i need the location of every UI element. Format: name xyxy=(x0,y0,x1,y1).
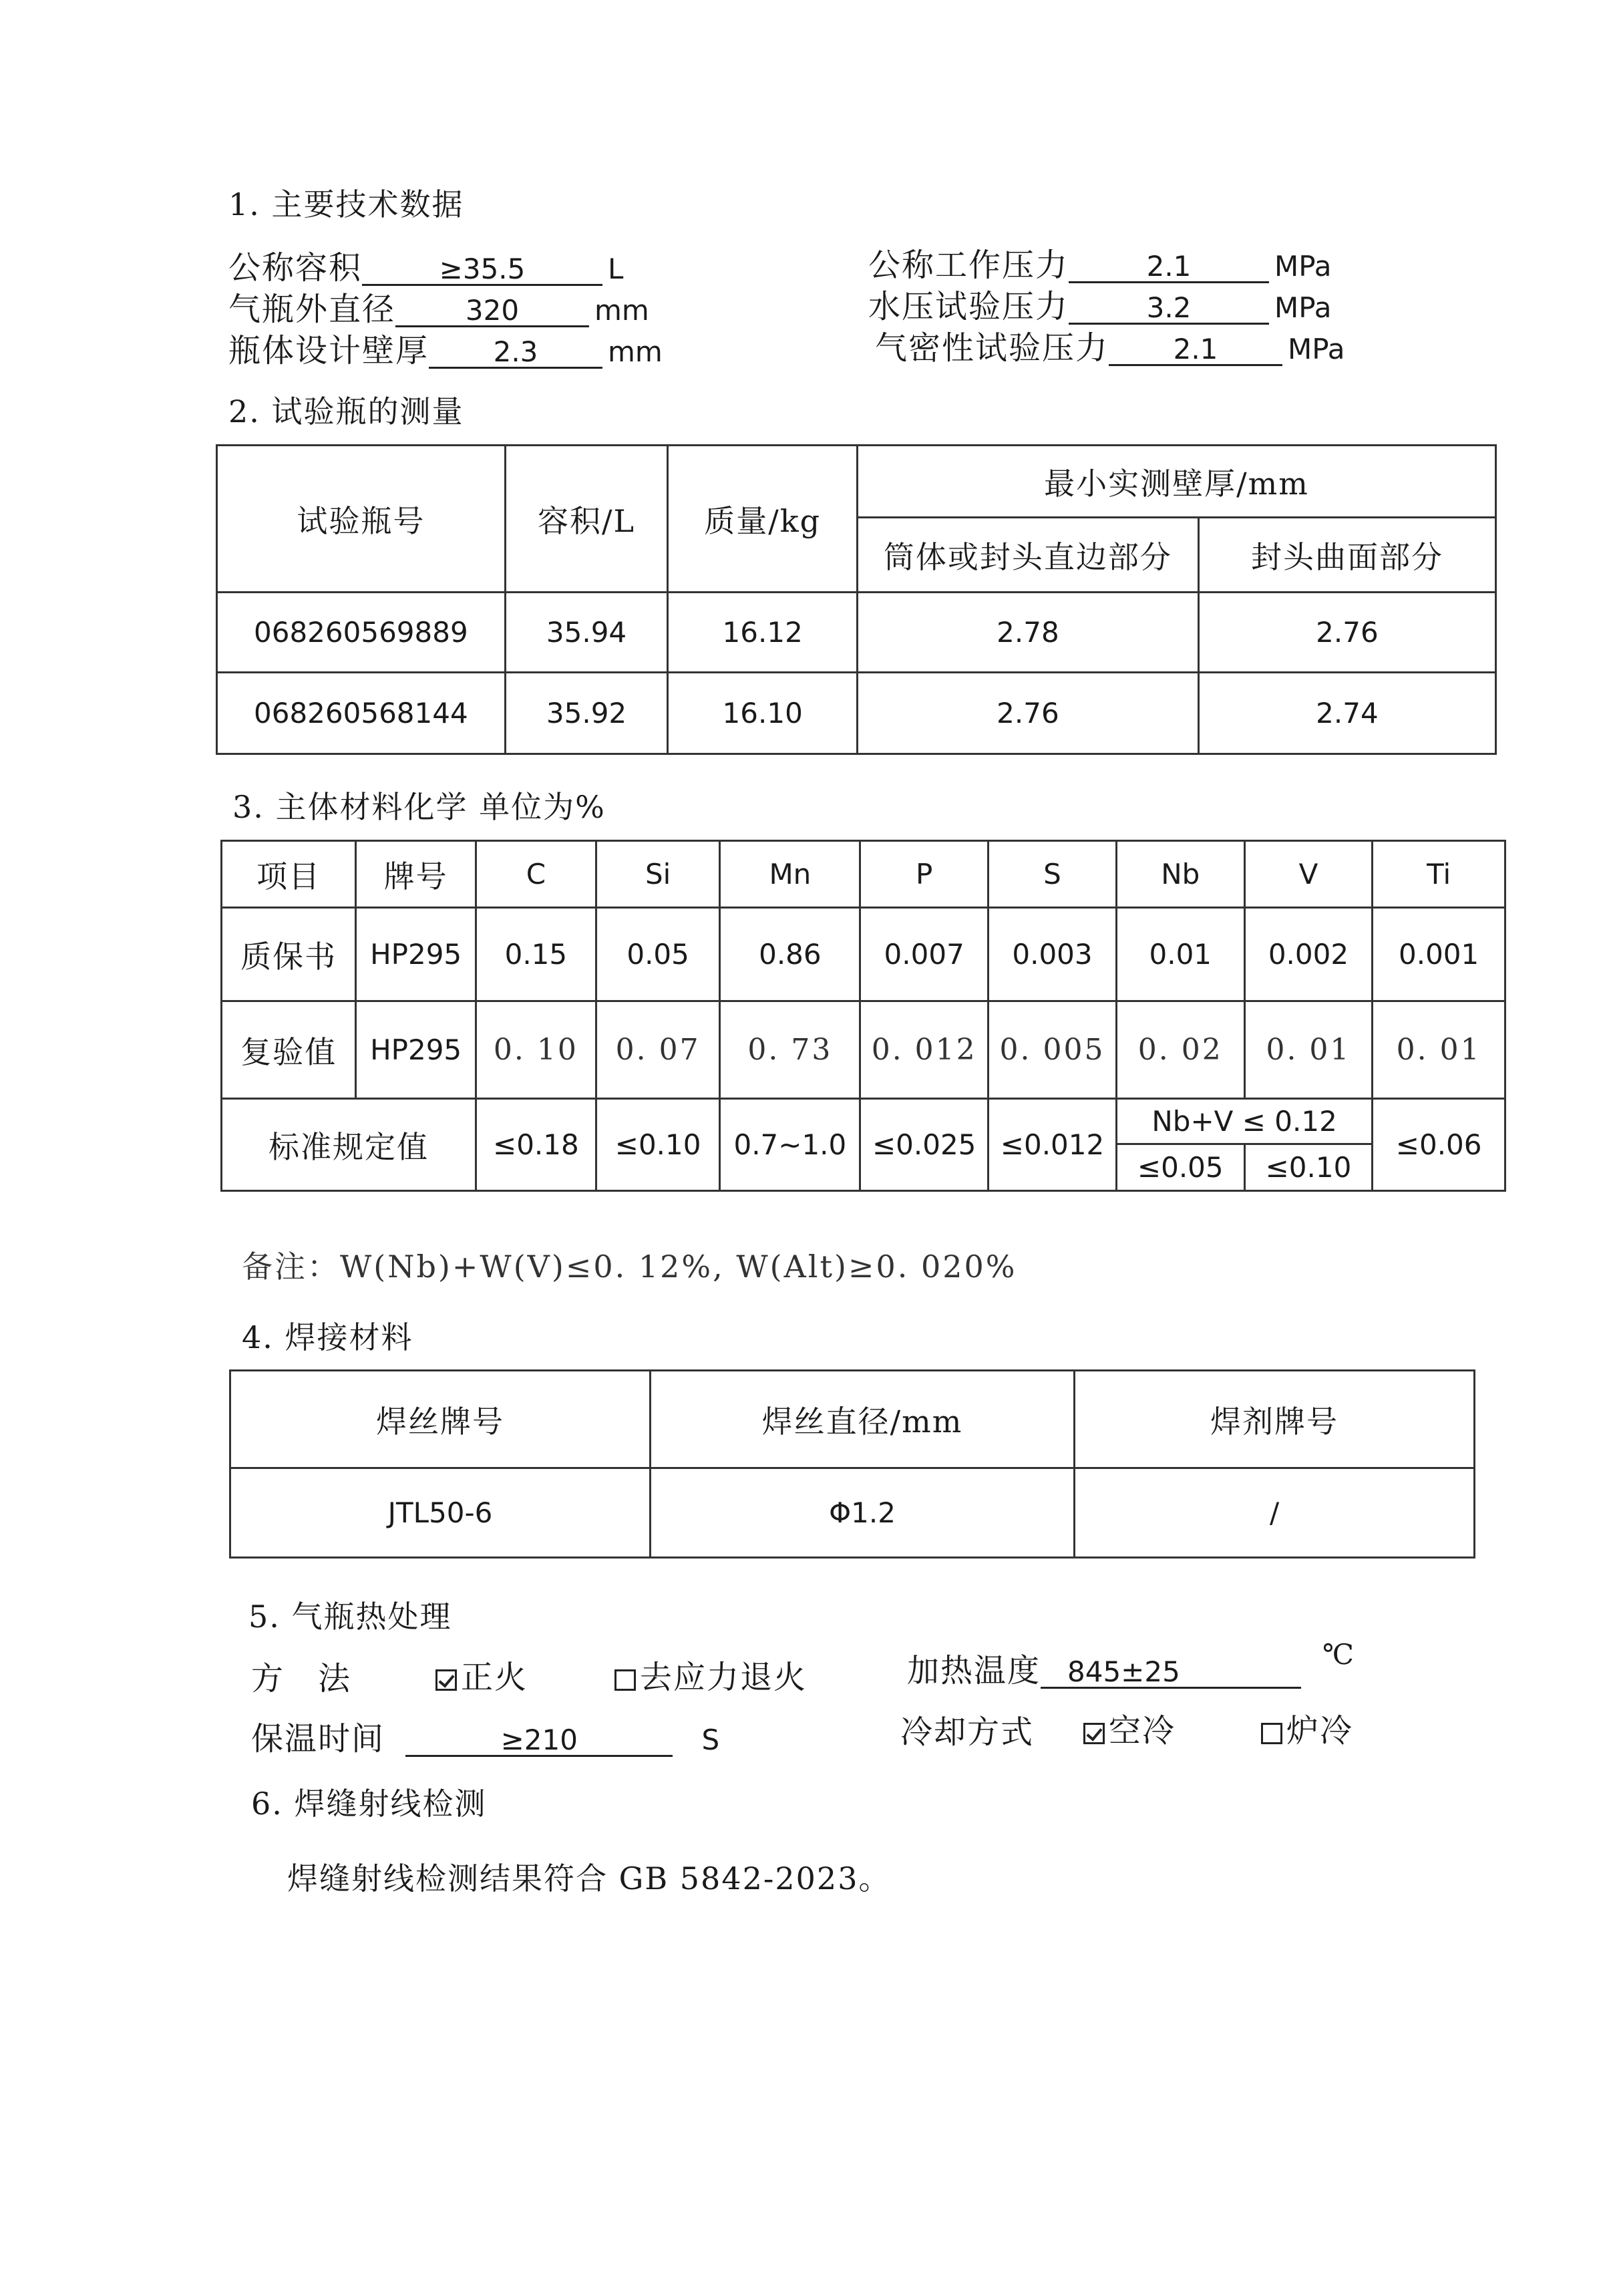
curved-cell: 2.76 xyxy=(1198,593,1495,673)
leak-pressure-unit: MPa xyxy=(1288,333,1345,365)
nominal-volume-line xyxy=(228,242,623,288)
section-4-title: 4. 焊接材料 xyxy=(242,1319,413,1355)
chemical-composition-table xyxy=(220,840,1506,1192)
straight-cell: 2.76 xyxy=(857,673,1198,754)
normalize-label: 正火 xyxy=(461,1659,528,1696)
si-cell: 0.05 xyxy=(596,908,720,1001)
header-volume: 容积/L xyxy=(505,446,668,593)
wall-thickness-label: 瓶体设计壁厚 xyxy=(228,332,429,369)
furnace-cooling-label: 炉冷 xyxy=(1286,1712,1354,1750)
stress-relief-checkbox[interactable] xyxy=(614,1669,636,1691)
air-cooling-checkbox[interactable] xyxy=(1083,1723,1105,1744)
heat-temp-label: 加热温度 xyxy=(907,1652,1041,1689)
bottle-no-cell: 068260568144 xyxy=(217,673,506,754)
v-cell: 0.002 xyxy=(1244,908,1373,1001)
welding-material-table xyxy=(229,1369,1475,1559)
v-cell: ≤0.10 xyxy=(1244,1144,1373,1191)
ti-cell: 0.001 xyxy=(1373,908,1505,1001)
leak-pressure-value: 2.1 xyxy=(1109,335,1282,366)
stress-relief-label: 去应力退火 xyxy=(640,1659,808,1696)
si-cell: ≤0.10 xyxy=(596,1099,720,1191)
header-straight: 筒体或封头直边部分 xyxy=(857,518,1198,593)
nb-cell: 0. 02 xyxy=(1116,1001,1244,1099)
header-v: V xyxy=(1244,841,1373,908)
hold-time-label: 保温时间 xyxy=(251,1720,385,1758)
c-cell: 0.15 xyxy=(476,908,596,1001)
row-label-standard: 标准规定值 xyxy=(222,1099,476,1191)
row-label-cert: 质保书 xyxy=(222,908,356,1001)
volume-cell: 35.92 xyxy=(505,673,668,754)
nb-v-combined-cell: Nb+V ≤ 0.12 xyxy=(1116,1099,1372,1144)
wall-thickness-line xyxy=(228,325,663,371)
leak-pressure-label: 气密性试验压力 xyxy=(875,329,1109,367)
nb-cell: 0.01 xyxy=(1116,908,1244,1001)
hydro-pressure-value: 3.2 xyxy=(1069,293,1269,325)
header-wire-diameter: 焊丝直径/mm xyxy=(651,1371,1075,1468)
outer-diameter-value: 320 xyxy=(395,296,589,327)
s-cell: ≤0.012 xyxy=(989,1099,1117,1191)
header-c: C xyxy=(476,841,596,908)
row-label-retest: 复验值 xyxy=(222,1001,356,1099)
mn-cell: 0.7~1.0 xyxy=(720,1099,860,1191)
working-pressure-line xyxy=(868,239,1331,285)
s-cell: 0.003 xyxy=(989,908,1117,1001)
normalize-checkbox[interactable] xyxy=(435,1669,457,1691)
radiographic-result: 焊缝射线检测结果符合 GB 5842-2023。 xyxy=(287,1860,891,1897)
table-row xyxy=(222,908,1505,1001)
header-p: P xyxy=(860,841,989,908)
table-row xyxy=(222,1001,1505,1099)
hydro-pressure-unit: MPa xyxy=(1274,291,1332,324)
hydro-pressure-line xyxy=(868,281,1331,327)
c-cell: 0. 10 xyxy=(476,1001,596,1099)
header-item: 项目 xyxy=(222,841,356,908)
header-grade: 牌号 xyxy=(356,841,476,908)
working-pressure-unit: MPa xyxy=(1274,250,1332,283)
wall-thickness-unit: mm xyxy=(608,335,663,368)
p-cell: ≤0.025 xyxy=(860,1099,989,1191)
nominal-volume-label: 公称容积 xyxy=(228,249,363,287)
hydro-pressure-label: 水压试验压力 xyxy=(868,288,1069,325)
section-3-title: 3. 主体材料化学 单位为% xyxy=(232,789,606,825)
s-cell: 0. 005 xyxy=(989,1001,1117,1099)
volume-cell: 35.94 xyxy=(505,593,668,673)
wire-grade-cell: JTL50-6 xyxy=(230,1468,651,1558)
c-cell: ≤0.18 xyxy=(476,1099,596,1191)
flux-grade-cell: / xyxy=(1075,1468,1475,1558)
header-nb: Nb xyxy=(1116,841,1244,908)
bottle-measurement-table xyxy=(216,444,1497,755)
furnace-cooling-checkbox[interactable] xyxy=(1261,1723,1282,1744)
section-6-title: 6. 焊缝射线检测 xyxy=(251,1786,487,1822)
header-mass: 质量/kg xyxy=(668,446,858,593)
heat-temp-unit: ℃ xyxy=(1322,1638,1355,1671)
section-2-title: 2. 试验瓶的测量 xyxy=(228,393,464,430)
header-bottle-no: 试验瓶号 xyxy=(217,446,506,593)
outer-diameter-line xyxy=(228,283,649,329)
wire-diameter-cell: Φ1.2 xyxy=(651,1468,1075,1558)
v-cell: 0. 01 xyxy=(1244,1001,1373,1099)
heat-temp-line xyxy=(907,1645,1301,1691)
nb-cell: ≤0.05 xyxy=(1116,1144,1244,1191)
mn-cell: 0.86 xyxy=(720,908,860,1001)
section-1-title: 1. 主要技术数据 xyxy=(228,186,464,222)
header-s: S xyxy=(989,841,1117,908)
ti-cell: 0. 01 xyxy=(1373,1001,1505,1099)
working-pressure-label: 公称工作压力 xyxy=(868,247,1069,284)
nominal-volume-unit: L xyxy=(608,253,624,285)
header-curved: 封头曲面部分 xyxy=(1198,518,1495,593)
outer-diameter-unit: mm xyxy=(594,294,649,327)
header-flux-grade: 焊剂牌号 xyxy=(1075,1371,1475,1468)
method-label: 方 法 xyxy=(251,1660,352,1697)
table-row xyxy=(222,1099,1505,1144)
working-pressure-value: 2.1 xyxy=(1069,252,1269,283)
stress-relief-option[interactable] xyxy=(614,1651,807,1697)
straight-cell: 2.78 xyxy=(857,593,1198,673)
mass-cell: 16.10 xyxy=(668,673,858,754)
table-row xyxy=(217,673,1496,754)
hold-time-unit: S xyxy=(701,1724,720,1756)
header-min-thickness: 最小实测壁厚/mm xyxy=(857,446,1495,518)
normalize-option[interactable] xyxy=(435,1651,528,1697)
hold-time-value: ≥210 xyxy=(405,1726,673,1757)
chemical-note: 备注：W(Nb)+W(V)≤0. 12%, W(Alt)≥0. 020% xyxy=(242,1249,1017,1285)
mass-cell: 16.12 xyxy=(668,593,858,673)
header-si: Si xyxy=(596,841,720,908)
nominal-volume-value: ≥35.5 xyxy=(362,255,602,286)
furnace-cooling-option[interactable] xyxy=(1261,1705,1353,1751)
hold-time-line xyxy=(251,1713,719,1759)
si-cell: 0. 07 xyxy=(596,1001,720,1099)
mn-cell: 0. 73 xyxy=(720,1001,860,1099)
bottle-no-cell: 068260569889 xyxy=(217,593,506,673)
header-wire-grade: 焊丝牌号 xyxy=(230,1371,651,1468)
table-row xyxy=(230,1468,1475,1558)
table-row xyxy=(217,593,1496,673)
header-ti: Ti xyxy=(1373,841,1505,908)
ti-cell: ≤0.06 xyxy=(1373,1099,1505,1191)
leak-pressure-line xyxy=(875,322,1345,368)
curved-cell: 2.74 xyxy=(1198,673,1495,754)
grade-cell: HP295 xyxy=(356,908,476,1001)
air-cooling-label: 空冷 xyxy=(1109,1712,1176,1750)
wall-thickness-value: 2.3 xyxy=(429,337,602,369)
p-cell: 0. 012 xyxy=(860,1001,989,1099)
air-cooling-option[interactable] xyxy=(1083,1705,1176,1751)
grade-cell: HP295 xyxy=(356,1001,476,1099)
section-5-title: 5. 气瓶热处理 xyxy=(248,1599,452,1635)
heat-temp-value: 845±25 xyxy=(1041,1657,1301,1689)
cooling-label: 冷却方式 xyxy=(900,1713,1035,1751)
header-mn: Mn xyxy=(720,841,860,908)
outer-diameter-label: 气瓶外直径 xyxy=(228,291,396,328)
p-cell: 0.007 xyxy=(860,908,989,1001)
